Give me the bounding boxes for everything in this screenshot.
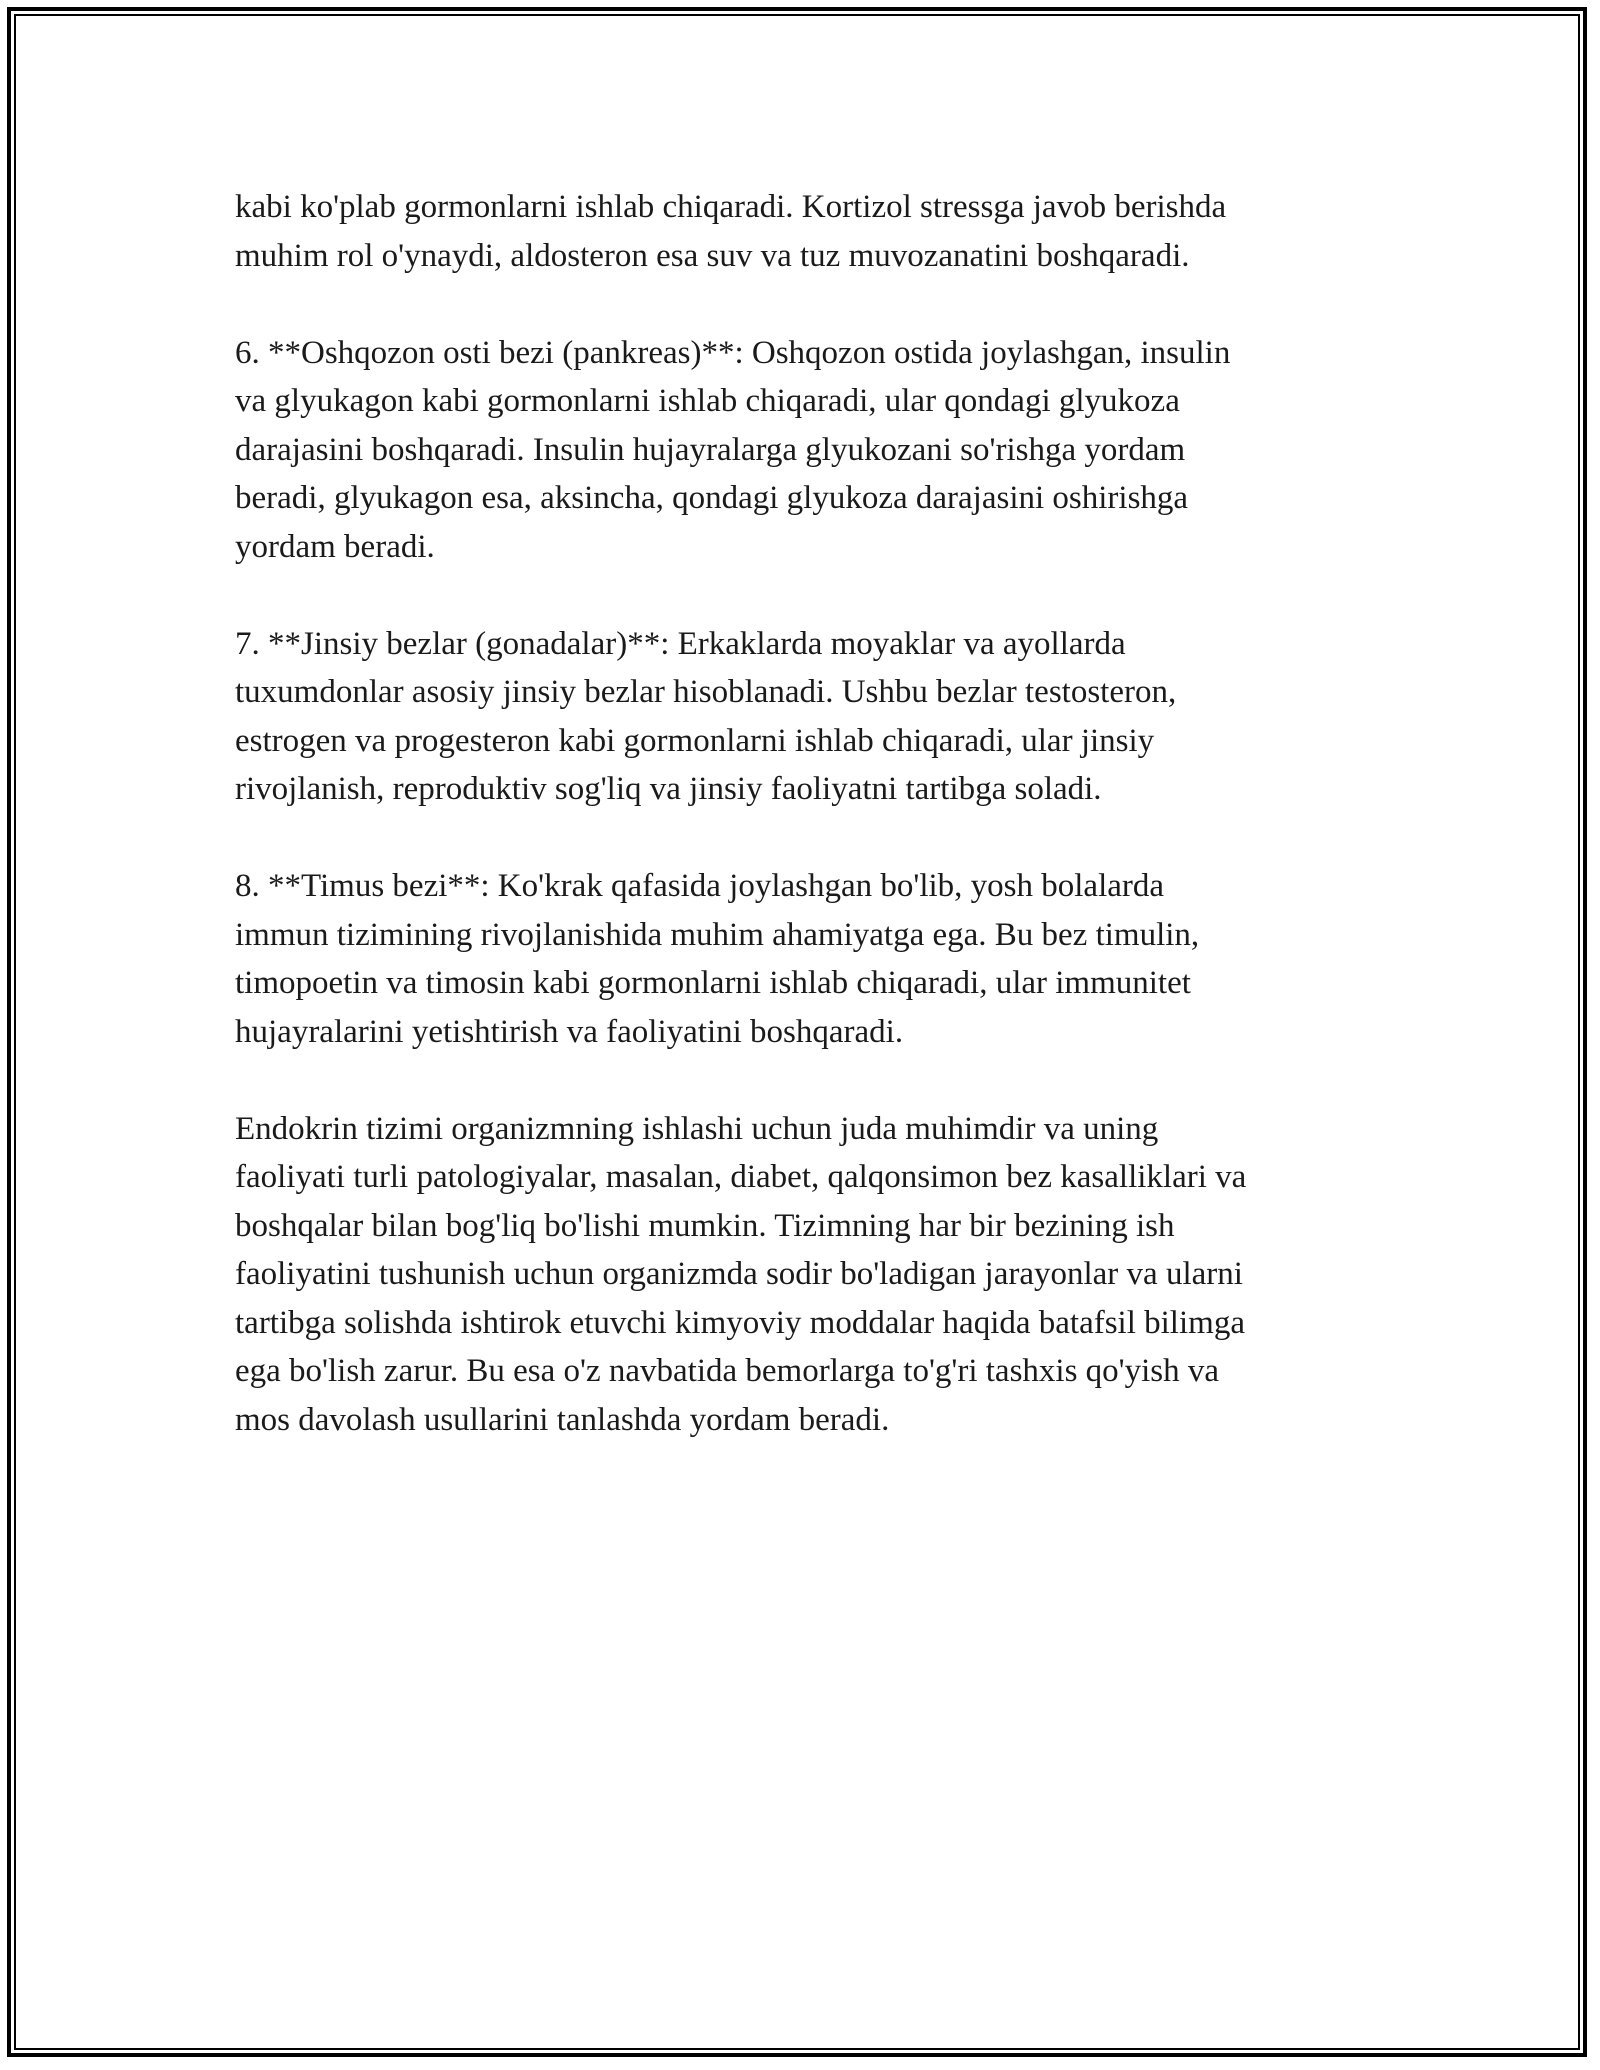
paragraph-gonads: 7. **Jinsiy bezlar (gonadalar)**: Erkaklarda moyaklar va ayollarda tuxumdonlar asosiy jinsiy bezlar hisoblanadi. Ushbu bezlar testosteron, estrogen va progesteron kabi gormonlarni ishlab chiqaradi, ular jinsiy rivojlanish, reproduktiv sog'liq va jinsiy faoliyatni tartibga soladi.: [235, 625, 1177, 807]
paragraph-pancreas: 6. **Oshqozon osti bezi (pankreas)**: Oshqozon ostida joylashgan, insulin va glyukagon kabi gormonlarni ishlab chiqaradi, ular qondagi glyukoza darajasini boshqaradi. Insulin hujayralarga glyukozani so'rishga yordam beradi, glyukagon esa, aksincha, qondagi glyukoza darajasini oshirishga yordam beradi.: [235, 334, 1231, 565]
paragraph-adrenal-continuation: kabi ko'plab gormonlarni ishlab chiqaradi. Kortizol stressga javob berishda muhim rol o'ynaydi, aldosteron esa suv va tuz muvozanatini boshqaradi.: [235, 189, 1227, 274]
paragraph-thymus: 8. **Timus bezi**: Ko'krak qafasida joylashgan bo'lib, yosh bolalarda immun tizimining rivojlanishida muhim ahamiyatga ega. Bu bez timulin, timopoetin va timosin kabi gormonlarni ishlab chiqaradi, ular immunitet hujayralarini yetishtirish va faoliyatini boshqaradi.: [235, 868, 1200, 1050]
paragraph-conclusion: Endokrin tizimi organizmning ishlashi uchun juda muhimdir va uning faoliyati turli patologiyalar, masalan, diabet, qalqonsimon bez kasalliklari va boshqalar bilan bog'liq bo'lishi mumkin. Tizimning har bir bezining ish faoliyatini tushunish uchun organizmda sodir bo'ladigan jarayonlar va ularni tartibga solishda ishtirok etuvchi kimyoviy moddalar haqida batafsil bilimga ega bo'lish zarur. Bu esa o'z navbatida bemorlarga to'g'ri tashxis qo'yish va mos davolash usullarini tanlashda yordam beradi.: [235, 1110, 1247, 1438]
document-body: [235, 183, 1385, 1444]
